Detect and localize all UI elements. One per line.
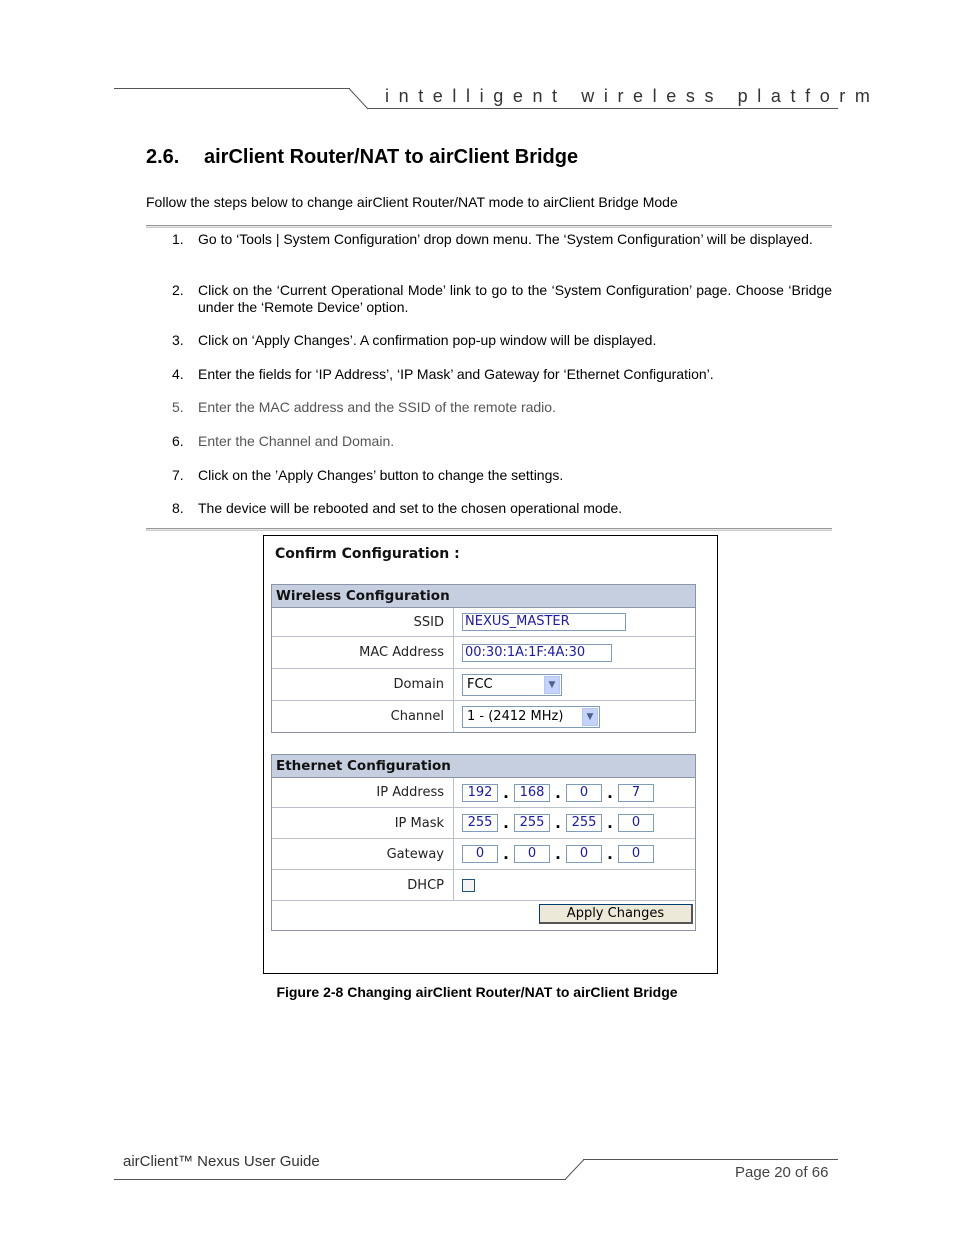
step-number: 3. — [172, 332, 184, 348]
gateway-cell — [455, 839, 695, 869]
footer-guide-title: airClient™ Nexus User Guide — [123, 1153, 320, 1170]
section-title: airClient Router/NAT to airClient Bridge — [204, 146, 579, 168]
step-number: 2. — [172, 282, 184, 298]
step-text: Enter the MAC address and the SSID of the remote radio. — [198, 399, 556, 415]
domain-selected-value: FCC — [467, 676, 493, 692]
mask-octet-input[interactable]: 255 — [462, 814, 498, 832]
ip-octet-input[interactable]: 192 — [462, 784, 498, 802]
ssid-label: SSID — [272, 608, 454, 636]
step-text: Click on ‘Apply Changes’. A confirmation pop-up window will be displayed. — [198, 332, 657, 348]
gateway-label: Gateway — [272, 839, 454, 869]
apply-changes-button[interactable]: Apply Changes — [539, 904, 693, 924]
step-number: 1. — [172, 231, 184, 247]
octet-separator: . — [503, 783, 509, 802]
octet-separator: . — [555, 783, 561, 802]
gateway-octet-input[interactable]: 0 — [618, 845, 654, 863]
footer-rule-slant — [565, 1159, 585, 1181]
header-tagline: intelligent wireless platform — [385, 86, 880, 106]
header-rule-left — [114, 88, 350, 89]
step-text: Enter the Channel and Domain. — [198, 433, 395, 449]
ip-mask-label: IP Mask — [272, 808, 454, 838]
table-row — [272, 608, 695, 637]
header-rule-slant — [349, 88, 369, 110]
channel-label: Channel — [272, 701, 454, 732]
step-number: 8. — [172, 500, 184, 516]
step-number: 5. — [172, 399, 184, 415]
step-number: 7. — [172, 467, 184, 483]
divider-top — [146, 225, 832, 228]
confirm-configuration-panel — [263, 535, 718, 974]
octet-separator: . — [555, 814, 561, 832]
domain-select[interactable] — [462, 674, 562, 696]
ip-octet-input[interactable]: 168 — [514, 784, 550, 802]
chevron-down-icon[interactable]: ▼ — [582, 708, 598, 726]
step-text: Go to ‘Tools | System Configuration’ drop down menu. The ‘System Configuration’ will be displayed. — [198, 231, 813, 247]
table-row — [272, 901, 695, 930]
dhcp-label: DHCP — [272, 870, 454, 900]
gateway-octet-input[interactable]: 0 — [462, 845, 498, 863]
octet-separator: . — [555, 845, 561, 863]
dhcp-cell — [455, 870, 695, 900]
section-intro: Follow the steps below to change airClient Router/NAT mode to airClient Bridge Mode — [146, 194, 678, 210]
mask-octet-input[interactable]: 255 — [514, 814, 550, 832]
mac-address-cell — [455, 637, 695, 668]
table-row — [272, 839, 695, 870]
octet-separator: . — [607, 783, 613, 802]
octet-separator: . — [503, 814, 509, 832]
wireless-config-table — [271, 584, 696, 733]
step-text: The device will be rebooted and set to the chosen operational mode. — [198, 500, 623, 516]
table-row — [272, 701, 695, 732]
chevron-down-icon[interactable]: ▼ — [544, 676, 560, 694]
ethernet-config-table — [271, 754, 696, 931]
header-rule-right — [367, 108, 838, 109]
step-text: Click on the ’Apply Changes’ button to change the settings. — [198, 467, 564, 483]
ssid-cell — [455, 608, 695, 636]
table-row — [272, 808, 695, 839]
mac-address-label: MAC Address — [272, 637, 454, 668]
section-number: 2.6. — [146, 146, 180, 168]
gateway-octet-input[interactable]: 0 — [514, 845, 550, 863]
table-row — [272, 669, 695, 701]
footer-rule-left — [114, 1179, 566, 1180]
figure-caption: Figure 2-8 Changing airClient Router/NAT to airClient Bridge — [276, 984, 678, 1000]
ethernet-config-header: Ethernet Configuration — [272, 755, 695, 778]
step-number: 6. — [172, 433, 184, 449]
table-row — [272, 637, 695, 669]
channel-cell — [455, 701, 695, 732]
channel-selected-value: 1 - (2412 MHz) — [467, 708, 564, 724]
octet-separator: . — [607, 845, 613, 863]
footer-page-number: Page 20 of 66 — [735, 1164, 829, 1181]
ip-mask-cell — [455, 808, 695, 838]
section-heading — [146, 146, 578, 169]
step-text: Enter the fields for ‘IP Address’, ‘IP Mask’ and Gateway for ‘Ethernet Configuration’. — [198, 366, 714, 382]
channel-select[interactable] — [462, 706, 600, 728]
gateway-octet-input[interactable]: 0 — [566, 845, 602, 863]
domain-label: Domain — [272, 669, 454, 700]
ip-octet-input[interactable]: 7 — [618, 784, 654, 802]
wireless-config-header: Wireless Configuration — [272, 585, 695, 608]
step-text: Click on the ‘Current Operational Mode’ link to go to the ‘System Configuration’ page. Choose ‘Bridge under the ‘Remote Device’ option. — [198, 282, 832, 315]
ip-address-cell — [455, 778, 695, 807]
ip-address-label: IP Address — [272, 778, 454, 807]
ssid-input[interactable]: NEXUS_MASTER — [462, 613, 626, 631]
mac-address-input[interactable]: 00:30:1A:1F:4A:30 — [462, 644, 612, 662]
octet-separator: . — [503, 845, 509, 863]
octet-separator: . — [607, 814, 613, 832]
ip-octet-input[interactable]: 0 — [566, 784, 602, 802]
domain-cell — [455, 669, 695, 700]
panel-title: Confirm Configuration : — [275, 546, 460, 562]
mask-octet-input[interactable]: 255 — [566, 814, 602, 832]
table-row — [272, 778, 695, 808]
table-row — [272, 870, 695, 901]
footer-rule-right — [583, 1159, 838, 1160]
step-number: 4. — [172, 366, 184, 382]
divider-bottom — [146, 528, 832, 531]
dhcp-checkbox[interactable] — [462, 879, 475, 892]
mask-octet-input[interactable]: 0 — [618, 814, 654, 832]
